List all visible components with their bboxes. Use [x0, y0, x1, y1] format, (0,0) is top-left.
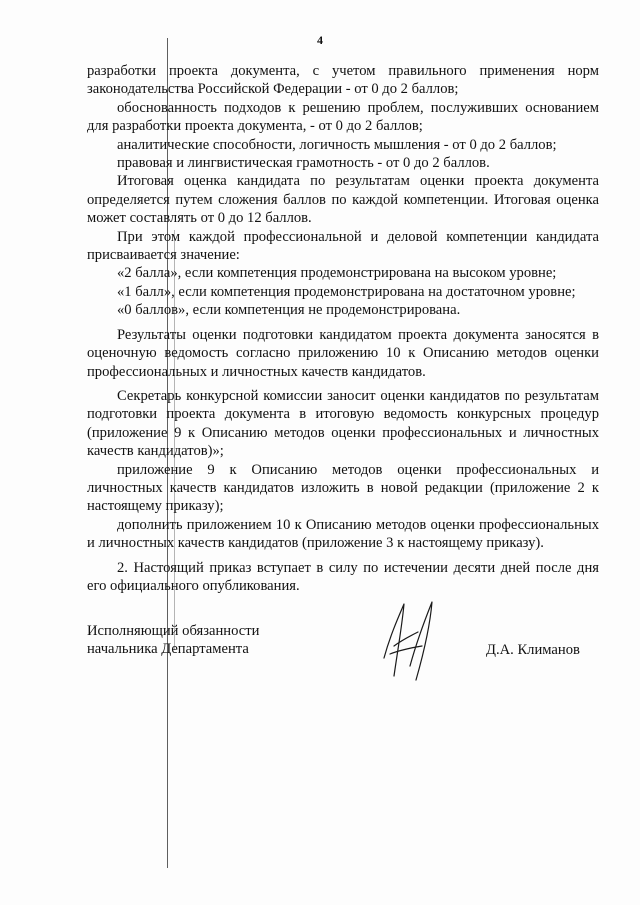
signatory-position-line: начальника Департамента: [87, 641, 249, 658]
paragraph: дополнить приложением 10 к Описанию методов оценки профессиональных и личностных качеств кандидатов (приложение 3 к настоящему приказу).: [87, 516, 599, 552]
signatory-position: [87, 622, 259, 659]
paragraph: разработки проекта документа, с учетом правильного применения норм законодательства Российской Федерации - от 0 до 2 баллов;: [87, 63, 599, 98]
document-body: [87, 62, 599, 595]
paragraph: 2. Настоящий приказ вступает в силу по истечении десяти дней после дня его официального опубликования.: [87, 559, 599, 594]
paragraph: «0 баллов», если компетенция не продемонстрирована.: [117, 302, 461, 319]
paragraph: аналитические способности, логичность мышления - от 0 до 2 баллов;: [117, 136, 557, 153]
paragraph: приложение 9 к Описанию методов оценки профессиональных и личностных качеств кандидатов изложить в новой редакции (приложение 2 к настоящему приказу);: [87, 461, 599, 515]
paragraph: обоснованность подходов к решению проблем, послуживших основанием для разработки проекта документа, - от 0 до 2 баллов;: [87, 99, 599, 135]
paragraph: Секретарь конкурсной комиссии заносит оценки кандидатов по результатам подготовки проекта документа в итоговую ведомость конкурсных процедур (приложение 9 к Описанию методов оценки профессиональных и личностных качеств кандидатов)»;: [87, 387, 599, 460]
paragraph: Итоговая оценка кандидата по результатам оценки проекта документа определяется путем сложения баллов по каждой компетенции. Итоговая оценка может составлять от 0 до 12 баллов.: [87, 173, 599, 227]
paragraph: «1 балл», если компетенция продемонстрирована на достаточном уровне;: [117, 283, 576, 300]
handwritten-signature: [376, 596, 446, 686]
paragraph: При этом каждой профессиональной и деловой компетенции кандидата присваивается значение:: [87, 228, 599, 264]
signatory-name: Д.А. Климанов: [486, 642, 580, 658]
paragraph: «2 балла», если компетенция продемонстрирована на высоком уровне;: [117, 265, 557, 282]
paragraph: правовая и лингвистическая грамотность - от 0 до 2 баллов.: [117, 155, 490, 172]
page-number: 4: [317, 33, 323, 47]
paragraph: Результаты оценки подготовки кандидатом проекта документа заносятся в оценочную ведомость согласно приложению 10 к Описанию методов оценки профессиональных и личностных качеств кандидатов.: [87, 326, 599, 380]
signatory-position-line: Исполняющий обязанности: [87, 623, 260, 639]
